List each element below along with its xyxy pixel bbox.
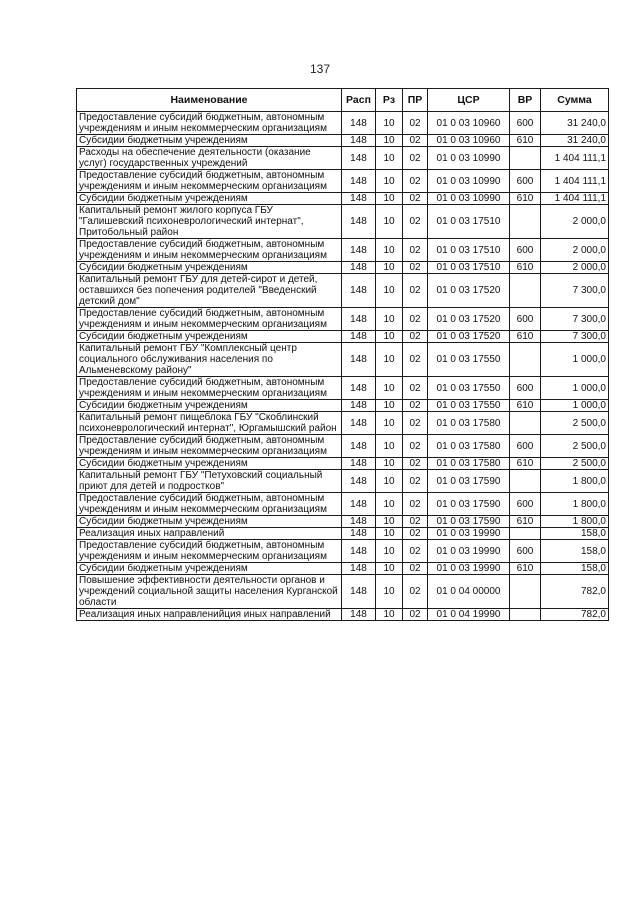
cell-csr: 01 0 03 19990 — [428, 528, 510, 540]
cell-rasp: 148 — [342, 458, 376, 470]
cell-sum: 1 000,0 — [541, 377, 609, 400]
cell-name: Субсидии бюджетным учреждениям — [77, 563, 342, 575]
cell-vr: 610 — [510, 193, 541, 205]
table-row — [77, 112, 609, 135]
table-row — [77, 575, 609, 609]
cell-vr — [510, 205, 541, 239]
cell-sum: 1 800,0 — [541, 516, 609, 528]
cell-csr: 01 0 03 17520 — [428, 274, 510, 308]
table-row — [77, 412, 609, 435]
cell-vr: 600 — [510, 493, 541, 516]
cell-rz: 10 — [376, 193, 403, 205]
cell-vr: 610 — [510, 262, 541, 274]
cell-vr: 600 — [510, 308, 541, 331]
cell-sum: 7 300,0 — [541, 308, 609, 331]
cell-vr: 610 — [510, 458, 541, 470]
cell-csr: 01 0 04 19990 — [428, 609, 510, 621]
cell-vr — [510, 274, 541, 308]
cell-name: Предоставление субсидий бюджетным, автономным учреждениям и иным некоммерческим организациям — [77, 435, 342, 458]
cell-csr: 01 0 03 10990 — [428, 170, 510, 193]
cell-csr: 01 0 03 17510 — [428, 239, 510, 262]
cell-csr: 01 0 04 00000 — [428, 575, 510, 609]
cell-vr — [510, 147, 541, 170]
cell-vr: 600 — [510, 239, 541, 262]
cell-rasp: 148 — [342, 470, 376, 493]
table-row — [77, 274, 609, 308]
cell-name: Субсидии бюджетным учреждениям — [77, 135, 342, 147]
cell-name: Субсидии бюджетным учреждениям — [77, 516, 342, 528]
cell-csr: 01 0 03 17590 — [428, 493, 510, 516]
cell-csr: 01 0 03 19990 — [428, 563, 510, 575]
cell-sum: 158,0 — [541, 540, 609, 563]
cell-rasp: 148 — [342, 400, 376, 412]
cell-csr: 01 0 03 17520 — [428, 308, 510, 331]
cell-csr: 01 0 03 17520 — [428, 331, 510, 343]
cell-rasp: 148 — [342, 170, 376, 193]
cell-sum: 2 500,0 — [541, 412, 609, 435]
header-rasp: Расп — [342, 89, 376, 112]
cell-vr: 600 — [510, 170, 541, 193]
table-row — [77, 239, 609, 262]
cell-rz: 10 — [376, 262, 403, 274]
cell-name: Субсидии бюджетным учреждениям — [77, 262, 342, 274]
cell-rasp: 148 — [342, 274, 376, 308]
cell-rasp: 148 — [342, 135, 376, 147]
cell-rasp: 148 — [342, 575, 376, 609]
cell-rz: 10 — [376, 308, 403, 331]
cell-pr: 02 — [403, 274, 428, 308]
cell-sum: 158,0 — [541, 528, 609, 540]
header-sum: Сумма — [541, 89, 609, 112]
cell-rz: 10 — [376, 493, 403, 516]
table-row — [77, 205, 609, 239]
cell-sum: 1 800,0 — [541, 470, 609, 493]
cell-pr: 02 — [403, 609, 428, 621]
cell-rz: 10 — [376, 331, 403, 343]
header-rz: Рз — [376, 89, 403, 112]
cell-pr: 02 — [403, 575, 428, 609]
cell-rz: 10 — [376, 516, 403, 528]
cell-name: Расходы на обеспечение деятельности (оказание услуг) государственных учреждений — [77, 147, 342, 170]
cell-name: Капитальный ремонт пищеблока ГБУ "Скоблинский психоневрологический интернат", Юргамышский район — [77, 412, 342, 435]
cell-pr: 02 — [403, 239, 428, 262]
cell-pr: 02 — [403, 308, 428, 331]
cell-rasp: 148 — [342, 563, 376, 575]
cell-pr: 02 — [403, 205, 428, 239]
cell-pr: 02 — [403, 412, 428, 435]
table-row — [77, 540, 609, 563]
cell-vr: 610 — [510, 135, 541, 147]
cell-name: Капитальный ремонт жилого корпуса ГБУ "Галишевский психоневрологический интернат", Притобольный район — [77, 205, 342, 239]
cell-name: Субсидии бюджетным учреждениям — [77, 331, 342, 343]
cell-name: Предоставление субсидий бюджетным, автономным учреждениям и иным некоммерческим организациям — [77, 308, 342, 331]
cell-csr: 01 0 03 10960 — [428, 135, 510, 147]
cell-pr: 02 — [403, 170, 428, 193]
header-vr: ВР — [510, 89, 541, 112]
cell-pr: 02 — [403, 112, 428, 135]
cell-rz: 10 — [376, 239, 403, 262]
cell-csr: 01 0 03 10990 — [428, 193, 510, 205]
cell-pr: 02 — [403, 400, 428, 412]
cell-rasp: 148 — [342, 516, 376, 528]
cell-sum: 1 000,0 — [541, 343, 609, 377]
cell-pr: 02 — [403, 493, 428, 516]
cell-vr: 600 — [510, 112, 541, 135]
cell-rasp: 148 — [342, 205, 376, 239]
header-pr: ПР — [403, 89, 428, 112]
cell-name: Предоставление субсидий бюджетным, автономным учреждениям и иным некоммерческим организациям — [77, 493, 342, 516]
cell-sum: 31 240,0 — [541, 112, 609, 135]
cell-sum: 7 300,0 — [541, 331, 609, 343]
cell-csr: 01 0 03 17580 — [428, 435, 510, 458]
cell-rz: 10 — [376, 377, 403, 400]
cell-sum: 1 404 111,1 — [541, 170, 609, 193]
cell-name: Предоставление субсидий бюджетным, автономным учреждениям и иным некоммерческим организациям — [77, 377, 342, 400]
cell-name: Капитальный ремонт ГБУ "Комплексный центр социального обслуживания населения по Альменевскому району" — [77, 343, 342, 377]
cell-csr: 01 0 03 17550 — [428, 400, 510, 412]
cell-vr: 610 — [510, 331, 541, 343]
cell-rz: 10 — [376, 458, 403, 470]
cell-rz: 10 — [376, 528, 403, 540]
cell-pr: 02 — [403, 377, 428, 400]
cell-name: Предоставление субсидий бюджетным, автономным учреждениям и иным некоммерческим организациям — [77, 170, 342, 193]
budget-table — [76, 88, 609, 621]
cell-vr — [510, 343, 541, 377]
cell-rasp: 148 — [342, 239, 376, 262]
cell-pr: 02 — [403, 193, 428, 205]
cell-sum: 782,0 — [541, 575, 609, 609]
cell-rz: 10 — [376, 112, 403, 135]
table-row — [77, 147, 609, 170]
table-row — [77, 377, 609, 400]
cell-vr: 600 — [510, 540, 541, 563]
header-name: Наименование — [77, 89, 342, 112]
cell-rz: 10 — [376, 170, 403, 193]
table-row — [77, 308, 609, 331]
cell-rz: 10 — [376, 400, 403, 412]
cell-rz: 10 — [376, 470, 403, 493]
cell-pr: 02 — [403, 540, 428, 563]
cell-rasp: 148 — [342, 262, 376, 274]
cell-rz: 10 — [376, 343, 403, 377]
cell-sum: 2 000,0 — [541, 239, 609, 262]
cell-name: Капитальный ремонт ГБУ "Петуховский социальный приют для детей и подростков" — [77, 470, 342, 493]
cell-csr: 01 0 03 17590 — [428, 516, 510, 528]
cell-rasp: 148 — [342, 308, 376, 331]
cell-rasp: 148 — [342, 435, 376, 458]
cell-name: Капитальный ремонт ГБУ для детей-сирот и детей, оставшихся без попечения родителей "Введенский детский дом" — [77, 274, 342, 308]
table-row — [77, 493, 609, 516]
cell-csr: 01 0 03 10990 — [428, 147, 510, 170]
cell-csr: 01 0 03 19990 — [428, 540, 510, 563]
cell-rz: 10 — [376, 147, 403, 170]
cell-rasp: 148 — [342, 412, 376, 435]
cell-pr: 02 — [403, 331, 428, 343]
cell-sum: 158,0 — [541, 563, 609, 575]
cell-pr: 02 — [403, 458, 428, 470]
cell-csr: 01 0 03 17510 — [428, 262, 510, 274]
cell-rz: 10 — [376, 609, 403, 621]
header-csr: ЦСР — [428, 89, 510, 112]
table-row — [77, 516, 609, 528]
cell-rz: 10 — [376, 274, 403, 308]
cell-csr: 01 0 03 17550 — [428, 343, 510, 377]
cell-vr — [510, 575, 541, 609]
cell-pr: 02 — [403, 528, 428, 540]
cell-name: Реализация иных направленийция иных направлений — [77, 609, 342, 621]
cell-sum: 782,0 — [541, 609, 609, 621]
cell-rasp: 148 — [342, 609, 376, 621]
table-row — [77, 458, 609, 470]
cell-sum: 1 000,0 — [541, 400, 609, 412]
cell-name: Предоставление субсидий бюджетным, автономным учреждениям и иным некоммерческим организациям — [77, 239, 342, 262]
cell-name: Предоставление субсидий бюджетным, автономным учреждениям и иным некоммерческим организациям — [77, 540, 342, 563]
cell-rasp: 148 — [342, 377, 376, 400]
cell-sum: 7 300,0 — [541, 274, 609, 308]
cell-pr: 02 — [403, 147, 428, 170]
cell-rasp: 148 — [342, 493, 376, 516]
cell-name: Субсидии бюджетным учреждениям — [77, 193, 342, 205]
cell-pr: 02 — [403, 516, 428, 528]
cell-name: Субсидии бюджетным учреждениям — [77, 458, 342, 470]
table-row — [77, 343, 609, 377]
cell-pr: 02 — [403, 262, 428, 274]
table-row — [77, 400, 609, 412]
cell-sum: 1 800,0 — [541, 493, 609, 516]
cell-sum: 1 404 111,1 — [541, 193, 609, 205]
table-header-row — [77, 89, 609, 112]
cell-rz: 10 — [376, 575, 403, 609]
cell-rasp: 148 — [342, 193, 376, 205]
cell-sum: 2 000,0 — [541, 262, 609, 274]
cell-vr: 610 — [510, 400, 541, 412]
cell-vr: 610 — [510, 516, 541, 528]
cell-sum: 1 404 111,1 — [541, 147, 609, 170]
cell-sum: 2 500,0 — [541, 435, 609, 458]
cell-sum: 2 000,0 — [541, 205, 609, 239]
cell-vr: 600 — [510, 435, 541, 458]
cell-rasp: 148 — [342, 331, 376, 343]
cell-sum: 31 240,0 — [541, 135, 609, 147]
cell-vr — [510, 609, 541, 621]
cell-csr: 01 0 03 17580 — [428, 412, 510, 435]
table-row — [77, 609, 609, 621]
cell-name: Субсидии бюджетным учреждениям — [77, 400, 342, 412]
table-row — [77, 528, 609, 540]
cell-rz: 10 — [376, 205, 403, 239]
cell-rz: 10 — [376, 435, 403, 458]
cell-name: Реализация иных направлений — [77, 528, 342, 540]
table-row — [77, 435, 609, 458]
cell-rz: 10 — [376, 563, 403, 575]
cell-csr: 01 0 03 17590 — [428, 470, 510, 493]
cell-name: Повышение эффективности деятельности органов и учреждений социальной защиты населения Курганской области — [77, 575, 342, 609]
cell-rasp: 148 — [342, 343, 376, 377]
cell-vr: 600 — [510, 377, 541, 400]
table-row — [77, 470, 609, 493]
cell-rz: 10 — [376, 135, 403, 147]
cell-vr: 610 — [510, 563, 541, 575]
cell-pr: 02 — [403, 470, 428, 493]
cell-rasp: 148 — [342, 147, 376, 170]
cell-rasp: 148 — [342, 528, 376, 540]
cell-vr — [510, 528, 541, 540]
cell-vr — [510, 412, 541, 435]
table-row — [77, 135, 609, 147]
cell-pr: 02 — [403, 135, 428, 147]
table-row — [77, 170, 609, 193]
cell-pr: 02 — [403, 563, 428, 575]
cell-name: Предоставление субсидий бюджетным, автономным учреждениям и иным некоммерческим организациям — [77, 112, 342, 135]
cell-csr: 01 0 03 17510 — [428, 205, 510, 239]
cell-pr: 02 — [403, 343, 428, 377]
cell-rasp: 148 — [342, 112, 376, 135]
page-number: 137 — [309, 62, 331, 76]
cell-csr: 01 0 03 17550 — [428, 377, 510, 400]
table-row — [77, 262, 609, 274]
table-row — [77, 331, 609, 343]
cell-csr: 01 0 03 17580 — [428, 458, 510, 470]
cell-pr: 02 — [403, 435, 428, 458]
cell-csr: 01 0 03 10960 — [428, 112, 510, 135]
table-row — [77, 193, 609, 205]
cell-sum: 2 500,0 — [541, 458, 609, 470]
cell-rz: 10 — [376, 540, 403, 563]
cell-vr — [510, 470, 541, 493]
table-row — [77, 563, 609, 575]
cell-rz: 10 — [376, 412, 403, 435]
cell-rasp: 148 — [342, 540, 376, 563]
